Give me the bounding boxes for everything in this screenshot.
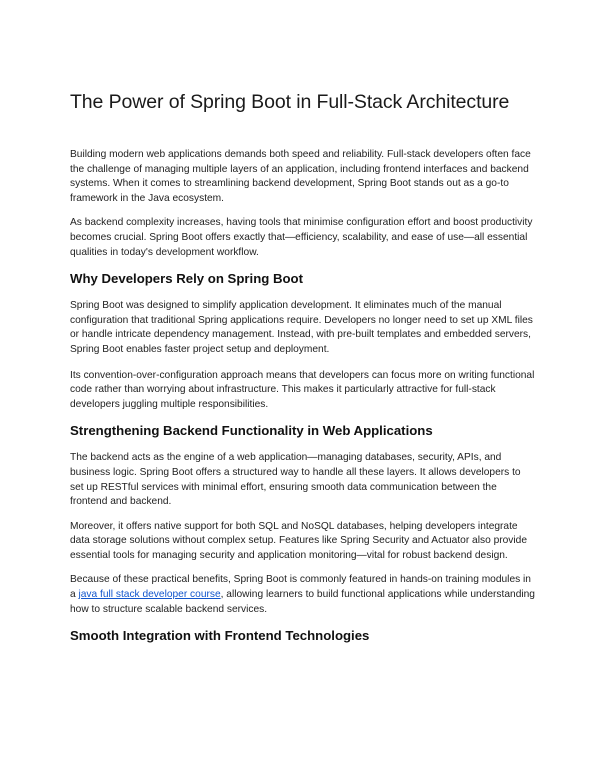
section-heading-why-developers: Why Developers Rely on Spring Boot: [70, 271, 304, 287]
document-body: [70, 148, 535, 656]
section-heading-backend-functionality: Strengthening Backend Functionality in Web Applications: [70, 423, 433, 439]
section1-paragraph-1: Spring Boot was designed to simplify application development. It eliminates much of the manual configuration that traditional Spring applications require. Developers no longer need to set up XML files or handle intricate dependency management. Instead, with pre-built templates and embedded servers, Spring Boot enables faster project setup and deployment.: [70, 300, 533, 355]
document-title: The Power of Spring Boot in Full-Stack Architecture: [70, 91, 510, 113]
section2-paragraph-3-text-before: Because of these practical benefits, Spring Boot is commonly featured in hands-on training modules in a: [70, 574, 531, 601]
course-link[interactable]: java full stack developer course: [78, 589, 221, 601]
section-heading-frontend-integration: Smooth Integration with Frontend Technologies: [70, 628, 370, 644]
section1-paragraph-2: Its convention-over-configuration approach means that developers can focus more on writing functional code rather than worrying about infrastructure. This makes it particularly attractive for full-stack developers juggling multiple responsibilities.: [70, 369, 535, 410]
section2-paragraph-3-text-after: , allowing learners to build functional applications while understanding how to structure scalable backend services.: [70, 589, 535, 615]
section2-paragraph-2: Moreover, it offers native support for both SQL and NoSQL databases, helping developers integrate data storage solutions without complex setup. Features like Spring Security and Actuator also provide essential tools for managing security and application monitoring—vital for robust backend design.: [70, 520, 527, 561]
intro-paragraph-1: Building modern web applications demands both speed and reliability. Full-stack developers often face the challenge of managing multiple layers of an application, including frontend interfaces and backend systems. When it comes to streamlining backend development, Spring Boot stands out as a go-to framework in the Java ecosystem.: [70, 149, 531, 204]
section2-paragraph-3: [70, 573, 535, 617]
section2-paragraph-1: The backend acts as the engine of a web application—managing databases, security, APIs, and business logic. Spring Boot offers a structured way to handle all these layers. It allows developers to set up RESTful services with minimal effort, ensuring smooth data communication between the frontend and backend.: [70, 452, 521, 508]
intro-paragraph-2: As backend complexity increases, having tools that minimise configuration effort and boost productivity becomes crucial. Spring Boot offers exactly that—efficiency, scalability, and ease of use—all essential qualities in today's development workflow.: [70, 217, 533, 258]
